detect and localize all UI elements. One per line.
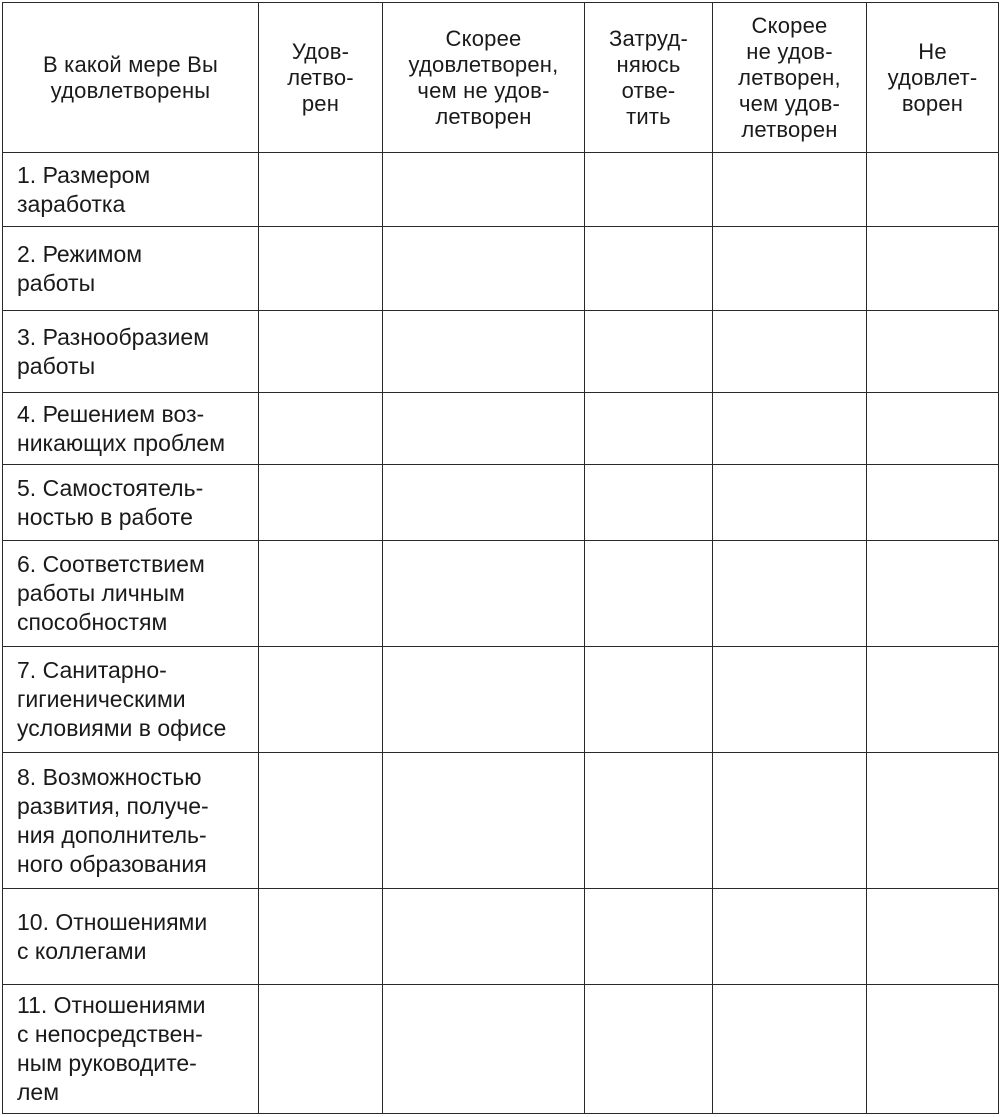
table-row: [3, 465, 999, 541]
answer-cell[interactable]: [713, 889, 867, 985]
table-row: [3, 393, 999, 465]
answer-cell[interactable]: [585, 311, 713, 393]
row-label-cell: [3, 985, 259, 1114]
answer-cell[interactable]: [585, 153, 713, 227]
table-row: [3, 227, 999, 311]
satisfaction-survey-table: [2, 2, 999, 1114]
row-label-cell: [3, 227, 259, 311]
header-option-label: Скорее не удов- летворен, чем удов- летворен: [738, 12, 841, 142]
header-option-undecided: [585, 3, 713, 153]
answer-cell[interactable]: [259, 985, 383, 1114]
answer-cell[interactable]: [383, 311, 585, 393]
row-label: 11. Отношениями с непосредствен- ным руководите- лем: [17, 992, 206, 1105]
answer-cell[interactable]: [867, 465, 999, 541]
header-option-label: Затруд- няюсь отве- тить: [609, 25, 688, 129]
answer-cell[interactable]: [585, 647, 713, 753]
answer-cell[interactable]: [585, 541, 713, 647]
answer-cell[interactable]: [713, 753, 867, 889]
header-option-label: Удов- летво- рен: [287, 38, 354, 116]
answer-cell[interactable]: [383, 227, 585, 311]
answer-cell[interactable]: [259, 541, 383, 647]
answer-cell[interactable]: [867, 311, 999, 393]
answer-cell[interactable]: [383, 889, 585, 985]
row-label: 1. Размером заработка: [17, 161, 151, 217]
row-label: 8. Возможностью развития, получе- ния дополнитель- ного образования: [17, 763, 209, 877]
answer-cell[interactable]: [259, 311, 383, 393]
answer-cell[interactable]: [867, 153, 999, 227]
answer-cell[interactable]: [259, 647, 383, 753]
table-row: [3, 541, 999, 647]
answer-cell[interactable]: [383, 985, 585, 1114]
answer-cell[interactable]: [383, 393, 585, 465]
row-label-cell: [3, 753, 259, 889]
row-label: 5. Самостоятель- ностью в работе: [17, 474, 204, 530]
answer-cell[interactable]: [585, 753, 713, 889]
answer-cell[interactable]: [713, 153, 867, 227]
answer-cell[interactable]: [713, 393, 867, 465]
table-row: [3, 647, 999, 753]
row-label-cell: [3, 889, 259, 985]
row-label-cell: [3, 465, 259, 541]
row-label: 2. Режимом работы: [17, 240, 143, 296]
answer-cell[interactable]: [259, 753, 383, 889]
header-question-cell: [3, 3, 259, 153]
answer-cell[interactable]: [713, 465, 867, 541]
row-label: 6. Соответствием работы личным способностям: [17, 551, 205, 635]
table-row: [3, 985, 999, 1114]
answer-cell[interactable]: [383, 753, 585, 889]
answer-cell[interactable]: [585, 227, 713, 311]
header-option-rather-dissatisfied: [713, 3, 867, 153]
answer-cell[interactable]: [259, 153, 383, 227]
answer-cell[interactable]: [713, 227, 867, 311]
answer-cell[interactable]: [867, 889, 999, 985]
row-label-cell: [3, 311, 259, 393]
answer-cell[interactable]: [259, 465, 383, 541]
table-row: [3, 753, 999, 889]
answer-cell[interactable]: [713, 311, 867, 393]
row-label-cell: [3, 647, 259, 753]
row-label-cell: [3, 541, 259, 647]
answer-cell[interactable]: [867, 227, 999, 311]
answer-cell[interactable]: [867, 985, 999, 1114]
answer-cell[interactable]: [867, 753, 999, 889]
row-label: 10. Отношениями с коллегами: [17, 908, 208, 964]
header-option-dissatisfied: [867, 3, 999, 153]
row-label: 7. Санитарно- гигиеническими условиями в офисе: [17, 657, 227, 741]
header-option-rather-satisfied: [383, 3, 585, 153]
answer-cell[interactable]: [713, 985, 867, 1114]
answer-cell[interactable]: [383, 153, 585, 227]
answer-cell[interactable]: [259, 889, 383, 985]
row-label-cell: [3, 393, 259, 465]
row-label-cell: [3, 153, 259, 227]
header-option-label: Скорее удовлетворен, чем не удов- летворен: [408, 25, 559, 129]
row-label: 3. Разнообразием работы: [17, 323, 210, 379]
header-row: [3, 3, 999, 153]
header-option-satisfied: [259, 3, 383, 153]
answer-cell[interactable]: [585, 889, 713, 985]
answer-cell[interactable]: [867, 647, 999, 753]
answer-cell[interactable]: [867, 541, 999, 647]
header-question-label: В какой мере Вы удовлетворены: [42, 51, 219, 103]
answer-cell[interactable]: [713, 541, 867, 647]
table-row: [3, 153, 999, 227]
answer-cell[interactable]: [259, 393, 383, 465]
answer-cell[interactable]: [585, 465, 713, 541]
answer-cell[interactable]: [585, 985, 713, 1114]
row-label: 4. Решением воз- никающих проблем: [17, 400, 226, 456]
table-row: [3, 889, 999, 985]
answer-cell[interactable]: [383, 541, 585, 647]
header-option-label: Не удовлет- ворен: [887, 38, 978, 116]
answer-cell[interactable]: [713, 647, 867, 753]
table-row: [3, 311, 999, 393]
answer-cell[interactable]: [867, 393, 999, 465]
answer-cell[interactable]: [383, 647, 585, 753]
answer-cell[interactable]: [259, 227, 383, 311]
answer-cell[interactable]: [585, 393, 713, 465]
answer-cell[interactable]: [383, 465, 585, 541]
